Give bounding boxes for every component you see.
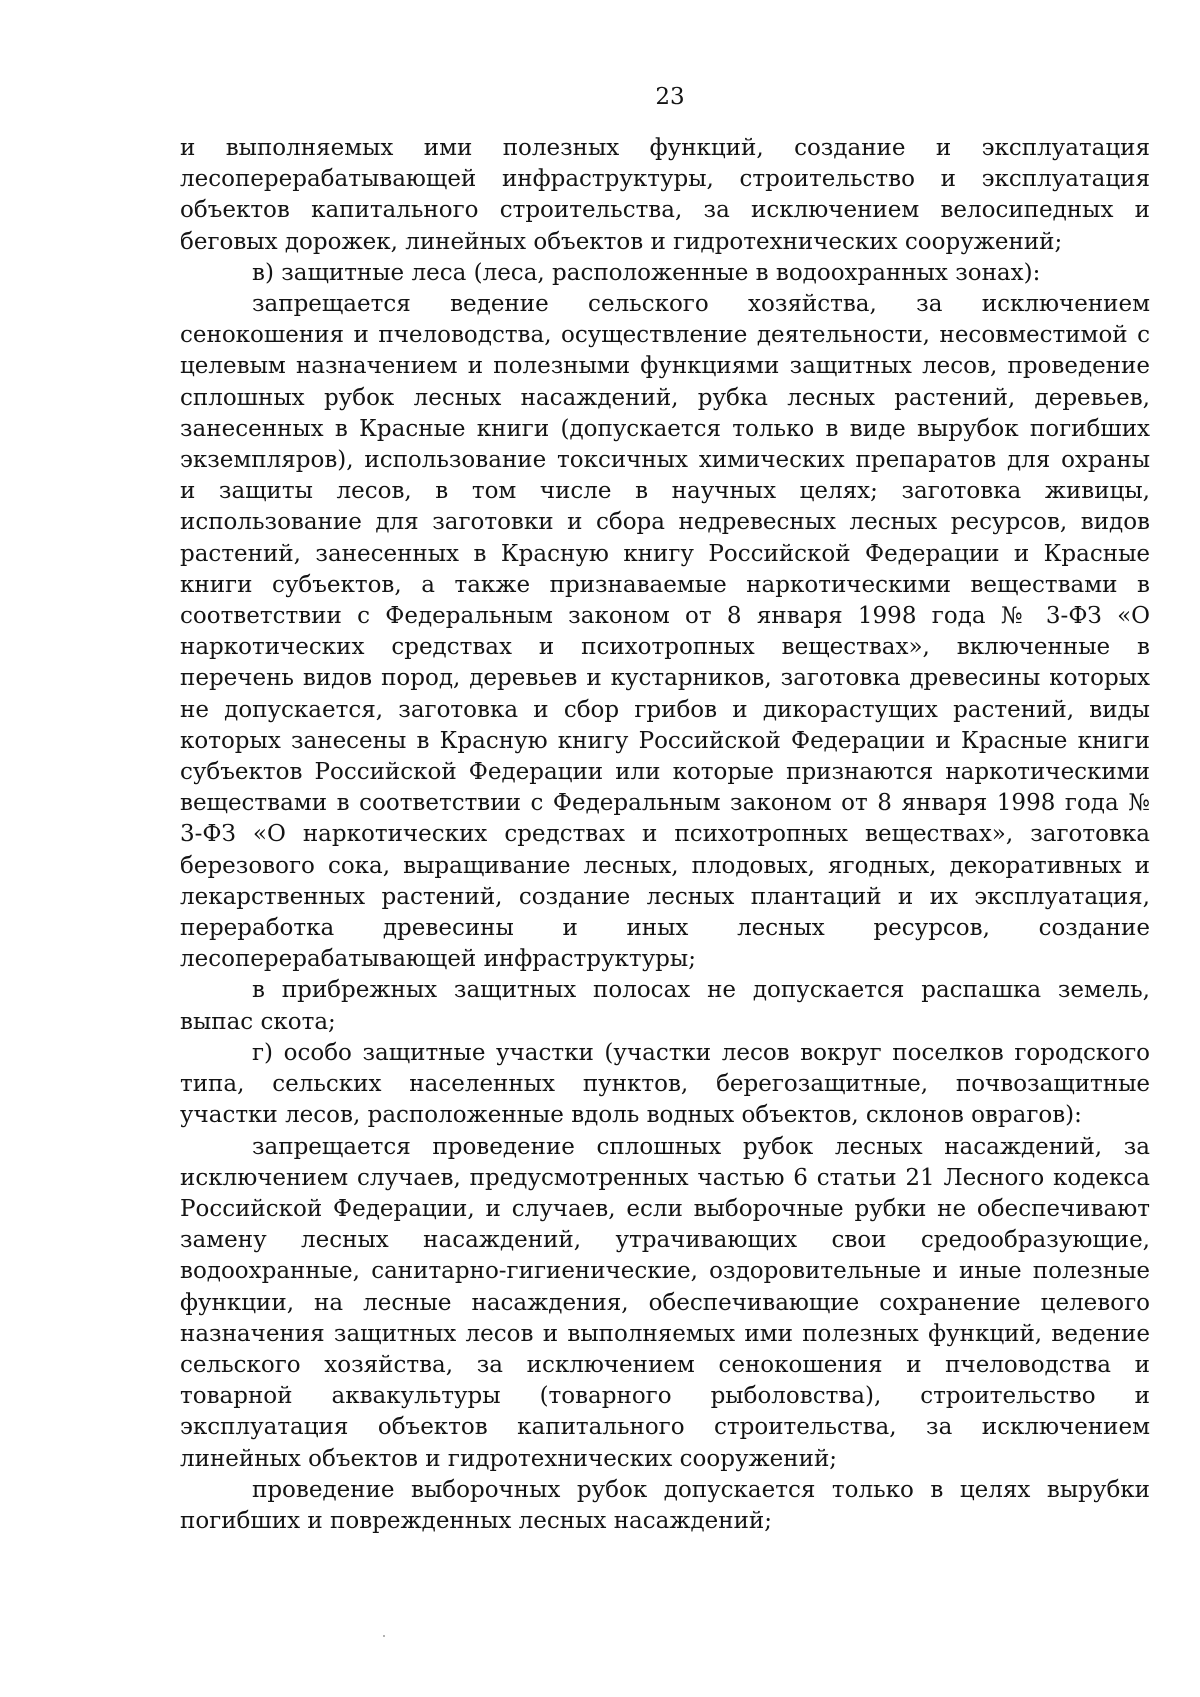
paragraph-coastal-strips: в прибрежных защитных полосах не допускается распашка земель, выпас скота; <box>180 977 1150 1035</box>
page-number: 23 <box>655 84 685 110</box>
paragraph-special-protective-areas-heading: г) особо защитные участки (участки лесов вокруг поселков городского типа, сельских населенных пунктов, берегозащитные, почвозащитные участки лесов, расположенные вдоль водных объектов, склонов оврагов): <box>180 1039 1150 1129</box>
paragraph-special-protective-areas-prohibitions: запрещается проведение сплошных рубок лесных насаждений, за исключением случаев, предусмотренных частью 6 статьи 21 Лесного кодекса Российской Федерации, и случаев, если выборочные рубки не обеспечивают замену лесных насаждений, утрачивающих свои средообразующие, водоохранные, санитарно-гигиенические, оздоровительные и иные полезные функции, на лесные насаждения, обеспечивающие сохранение целевого назначения защитных лесов и выполняемых ими полезных функций, ведение сельского хозяйства, за исключением сенокошения и пчеловодства и товарной аквакультуры (товарного рыболовства), строительство и эксплуатация объектов капитального строительства, за исключением линейных объектов и гидротехнических сооружений; <box>180 1133 1150 1472</box>
paragraph-selective-felling: проведение выборочных рубок допускается только в целях вырубки погибших и поврежденных лесных насаждений; <box>180 1476 1150 1534</box>
paragraph-protective-forests-prohibitions: запрещается ведение сельского хозяйства, за исключением сенокошения и пчеловодства, осуществление деятельности, несовместимой с целевым назначением и полезными функциями защитных лесов, проведение сплошных рубок лесных насаждений, рубка лесных растений, деревьев, занесенных в Красные книги (допускается только в виде вырубок погибших экземпляров), использование токсичных химических препаратов для охраны и защиты лесов, в том числе в научных целях; заготовка живицы, использование для заготовки и сбора недревесных лесных ресурсов, видов растений, занесенных в Красную книгу Российской Федерации и Красные книги субъектов, а также признаваемые наркотическими веществами в соответствии с Федеральным законом от 8 января 1998 года № 3-ФЗ «О наркотических средствах и психотропных веществах», включенные в перечень видов пород, деревьев и кустарников, заготовка древесины которых не допускается, заготовка и сбор грибов и дикорастущих растений, виды которых занесены в Красную книгу Российской Федерации и Красные книги субъектов Российской Федерации или которые признаются наркотическими веществами в соответствии с Федеральным законом от 8 января 1998 года № 3-ФЗ «О наркотических средствах и психотропных веществах», заготовка березового сока, выращивание лесных, плодовых, ягодных, декоративных и лекарственных растений, создание лесных плантаций и их эксплуатация, переработка древесины и иных лесных ресурсов, создание лесоперерабатывающей инфраструктуры; <box>180 291 1150 973</box>
document-body <box>180 133 1150 1537</box>
paragraph-protective-forests-heading: в) защитные леса (леса, расположенные в водоохранных зонах): <box>252 259 1041 286</box>
scan-speck <box>383 1635 385 1637</box>
paragraph-continuation: и выполняемых ими полезных функций, создание и эксплуатация лесоперерабатывающей инфраструктуры, строительство и эксплуатация объектов капитального строительства, за исключением велосипедных и беговых дорожек, линейных объектов и гидротехнических сооружений; <box>180 135 1150 255</box>
